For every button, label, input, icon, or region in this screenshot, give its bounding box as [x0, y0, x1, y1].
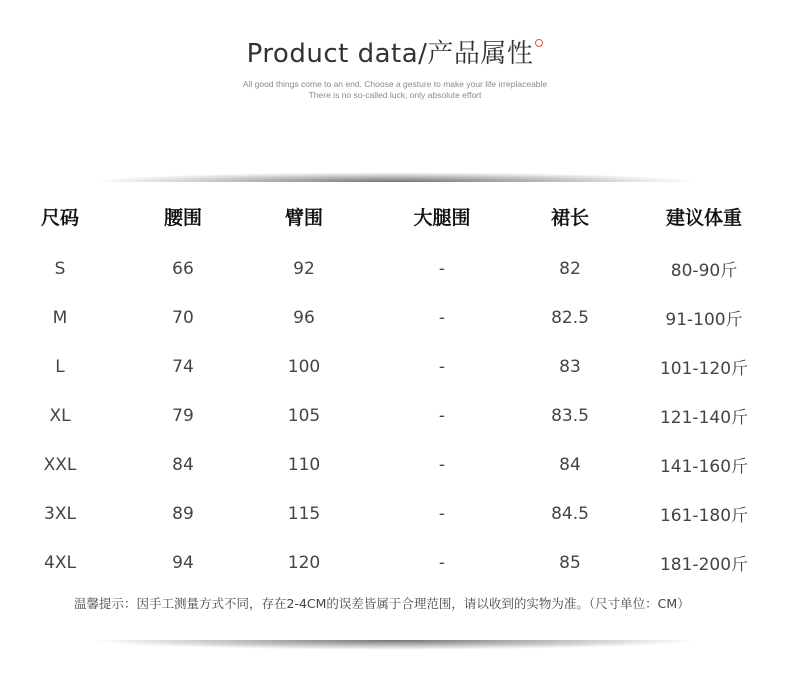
table-cell: 181-200斤: [659, 555, 749, 575]
table-cell: L: [55, 356, 65, 377]
table-row: [0, 391, 790, 440]
table-cell: 84: [172, 454, 194, 475]
table-cell: 84.5: [551, 503, 589, 524]
table-cell: 82: [559, 258, 581, 279]
table-cell: -: [438, 454, 446, 475]
table-cell: 120: [287, 552, 321, 573]
table-row: [0, 244, 790, 293]
table-cell: 96: [293, 307, 315, 328]
table-cell: 101-120斤: [659, 359, 749, 379]
table-cell: 79: [172, 405, 194, 426]
table-cell: 121-140斤: [659, 408, 749, 428]
table-cell: 141-160斤: [659, 457, 749, 477]
table-row: [0, 489, 790, 538]
table-cell: 161-180斤: [659, 506, 749, 526]
subtitle-line-2: There is no so-called luck, only absolute effort: [308, 90, 482, 100]
top-shadow-divider: [0, 168, 790, 182]
table-cell: -: [438, 405, 446, 426]
table-cell: 80-90斤: [670, 261, 738, 281]
column-header-waist: 腰围: [163, 206, 202, 229]
table-cell: 70: [172, 307, 194, 328]
table-row: [0, 538, 790, 587]
table-cell: -: [438, 307, 446, 328]
table-cell: 105: [287, 405, 321, 426]
column-header-size: 尺码: [40, 206, 79, 229]
table-row: [0, 342, 790, 391]
measurement-note: 温馨提示：因手工测量方式不同，存在2-4CM的误差皆属于合理范围，请以收到的实物为准。（尺寸单位：CM）: [74, 596, 690, 611]
column-header-weight: 建议体重: [665, 206, 742, 229]
table-cell: -: [438, 258, 446, 279]
table-cell: 89: [172, 503, 194, 524]
page-title-text: Product data/产品属性: [246, 39, 534, 69]
column-header-thigh: 大腿围: [413, 206, 471, 229]
table-cell: 100: [287, 356, 321, 377]
table-cell: 66: [172, 258, 194, 279]
table-cell: 94: [172, 552, 194, 573]
table-cell: S: [54, 258, 66, 279]
table-cell: XXL: [43, 454, 77, 475]
table-cell: 110: [287, 454, 321, 475]
table-cell: 3XL: [44, 503, 76, 524]
table-row: [0, 293, 790, 342]
column-header-arm: 臂围: [284, 206, 323, 229]
table-cell: -: [438, 503, 446, 524]
decorative-circle-icon: [535, 39, 543, 47]
table-cell: 115: [287, 503, 321, 524]
table-cell: 74: [172, 356, 194, 377]
table-cell: M: [52, 307, 68, 328]
size-table: [0, 188, 790, 587]
table-cell: 83: [559, 356, 581, 377]
page-header: [0, 0, 790, 110]
table-cell: 84: [559, 454, 581, 475]
table-cell: -: [438, 552, 446, 573]
table-row: [0, 440, 790, 489]
table-cell: 4XL: [44, 552, 76, 573]
column-header-skirt-length: 裙长: [550, 206, 589, 229]
table-cell: 83.5: [551, 405, 589, 426]
bottom-shadow-divider: [0, 640, 790, 654]
table-header-row: [0, 188, 790, 244]
table-cell: XL: [49, 405, 71, 426]
page-title: [0, 33, 790, 70]
subtitle-line-1: All good things come to an end. Choose a gesture to make your life irreplaceable: [242, 79, 548, 89]
table-cell: 92: [293, 258, 315, 279]
table-cell: 91-100斤: [665, 310, 743, 330]
table-cell: 82.5: [551, 307, 589, 328]
table-cell: -: [438, 356, 446, 377]
table-cell: 85: [559, 552, 581, 573]
